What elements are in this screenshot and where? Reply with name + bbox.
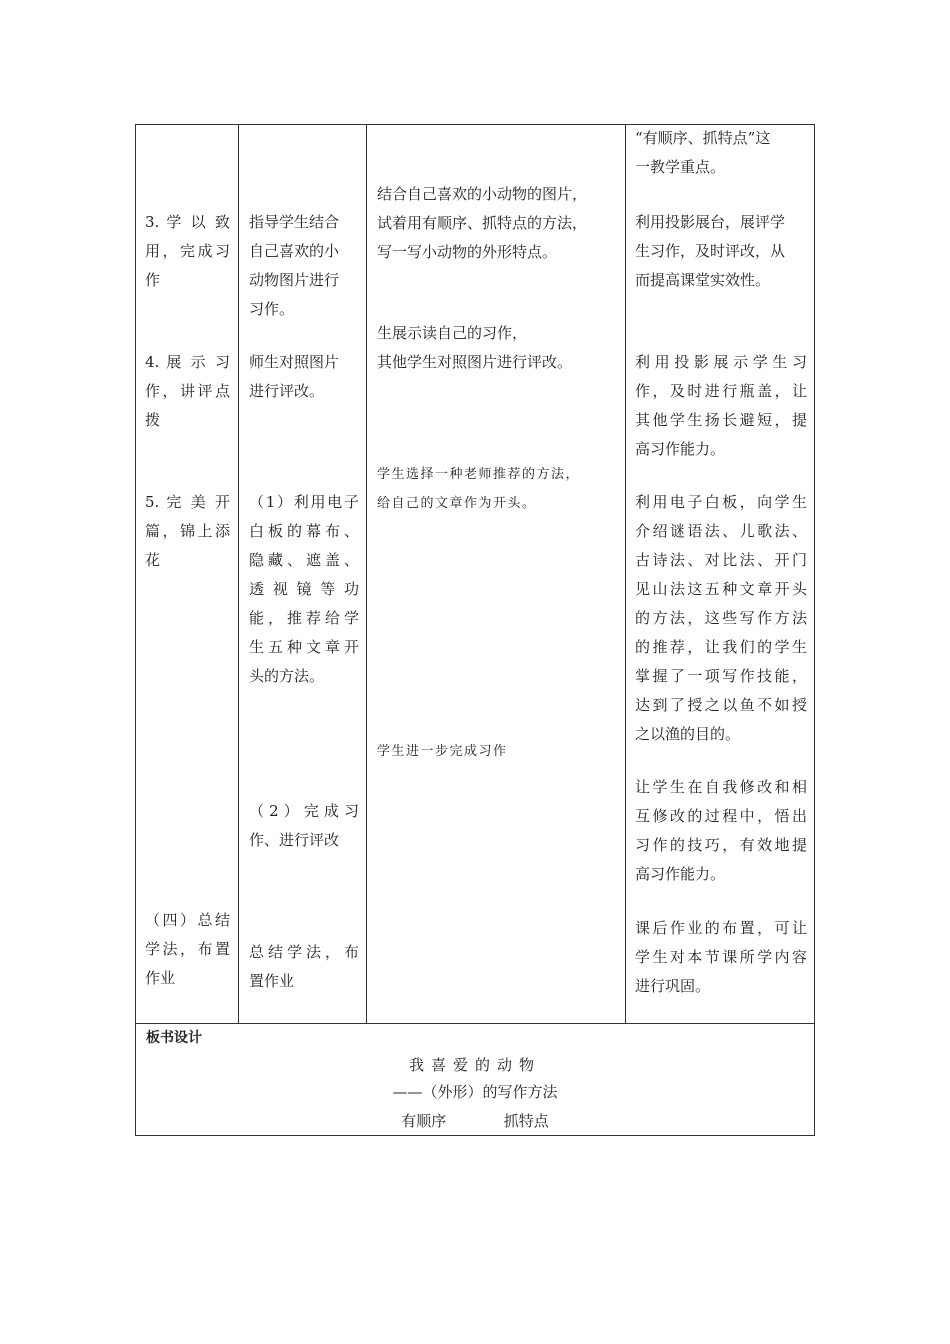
text-line: 生展示读自己的习作，: [377, 324, 528, 342]
text-line: 能，推荐给学: [249, 609, 359, 627]
text-line: 作: [145, 271, 161, 289]
text-line: 利用投影展台，展评学: [635, 213, 786, 231]
text-line: 自己喜欢的小: [249, 242, 340, 260]
text-line: 动物图片进行: [249, 271, 340, 289]
text-line: 置作业: [249, 972, 295, 990]
teacher-activity-cell: [249, 208, 359, 324]
design-intent-cell: [635, 124, 807, 182]
text-line: 掌握了一项写作技能，: [635, 667, 807, 685]
text-line: 古诗法、对比法、开门: [635, 551, 807, 569]
text-line: 拨: [145, 411, 161, 429]
text-line: 作、进行评改: [249, 831, 340, 849]
text-line: 作业: [145, 969, 176, 987]
board-design-label: 板书设计: [146, 1030, 202, 1046]
design-intent-cell: [635, 488, 807, 749]
text-line: 透 视 镜 等 功: [249, 580, 359, 598]
teacher-activity-cell: [249, 797, 359, 855]
student-activity-cell: [377, 319, 617, 377]
text-line: 的推荐，让我们的学生: [635, 638, 807, 656]
column-divider: [366, 124, 367, 1024]
text-line: 一教学重点。: [635, 158, 726, 176]
stage-cell: [145, 906, 230, 993]
text-line: （四）总结: [145, 911, 230, 929]
text-line: 作，讲评点: [145, 382, 230, 400]
text-line: 篇，锦上添: [145, 522, 230, 540]
text-line: 结合自己喜欢的小动物的图片，: [377, 185, 588, 203]
text-line: 进行评改。: [249, 382, 325, 400]
text-line: （2）完成习: [249, 802, 359, 820]
design-intent-cell: [635, 773, 807, 889]
text-line: 学法，布置: [145, 940, 230, 958]
design-intent-cell: [635, 914, 807, 1001]
text-line: 隐藏、遮盖、: [249, 551, 359, 569]
text-line: 4. 展 示 习: [145, 353, 230, 371]
design-intent-cell: [635, 208, 807, 295]
text-line: 达到了授之以鱼不如授: [635, 696, 807, 714]
student-activity-cell: [377, 460, 617, 518]
teacher-activity-cell: [249, 488, 359, 691]
teacher-activity-cell: [249, 938, 359, 996]
text-line: 高习作能力。: [635, 865, 726, 883]
board-keyword: 有顺序: [401, 1112, 447, 1130]
text-line: 写一写小动物的外形特点。: [377, 243, 558, 261]
text-line: 让学生在自我修改和相: [635, 778, 807, 796]
text-line: 的方法，这些写作方法: [635, 609, 807, 627]
text-line: 5. 完 美 开: [145, 493, 230, 511]
student-activity-cell: [377, 180, 617, 267]
text-line: 介绍谜语法、儿歌法、: [635, 522, 807, 540]
text-line: 利用电子白板，向学生: [635, 493, 807, 511]
board-keywords: [135, 1111, 815, 1131]
stage-cell: [145, 348, 230, 435]
text-line: （1）利用电子: [249, 493, 359, 511]
text-line: 作，及时进行瓶盖，让: [635, 382, 807, 400]
text-line: 试着用有顺序、抓特点的方法，: [377, 214, 588, 232]
text-line: 白板的幕布、: [249, 522, 359, 540]
text-line: 总结学法，布: [249, 943, 359, 961]
text-line: 高习作能力。: [635, 440, 726, 458]
stage-cell: [145, 488, 230, 575]
column-divider: [625, 124, 626, 1024]
text-line: 生五种文章开: [249, 638, 359, 656]
text-line: 学生选择一种老师推荐的方法，: [377, 467, 581, 482]
text-line: 3. 学 以 致: [145, 213, 230, 231]
text-line: 习作。: [249, 300, 295, 318]
board-keyword: 抓特点: [503, 1112, 549, 1130]
text-line: 课后作业的布置，可让: [635, 919, 807, 937]
text-line: 指导学生结合: [249, 213, 340, 231]
text-line: 进行巩固。: [635, 977, 711, 995]
text-line: 学生进一步完成习作: [377, 744, 508, 759]
text-line: 花: [145, 551, 161, 569]
text-line: 而提高课堂实效性。: [635, 271, 771, 289]
student-activity-cell: [377, 737, 617, 766]
text-line: “有顺序、抓特点”这: [635, 129, 771, 147]
text-line: 其他学生对照图片进行评改。: [377, 353, 573, 371]
text-line: 利用投影展示学生习: [635, 353, 807, 371]
row-divider: [135, 1023, 815, 1024]
design-intent-cell: [635, 348, 807, 464]
text-line: 习作的技巧，有效地提: [635, 836, 807, 854]
stage-cell: [145, 208, 230, 295]
text-line: 头的方法。: [249, 667, 325, 685]
text-line: 师生对照图片: [249, 353, 340, 371]
text-line: 给自己的文章作为开头。: [377, 496, 537, 511]
text-line: 生习作，及时评改，从: [635, 242, 786, 260]
teacher-activity-cell: [249, 348, 359, 406]
text-line: 学生对本节课所学内容: [635, 948, 807, 966]
text-line: 之以渔的目的。: [635, 725, 741, 743]
text-line: 互修改的过程中，悟出: [635, 807, 807, 825]
text-line: 其他学生扬长避短，提: [635, 411, 807, 429]
text-line: 用，完成习: [145, 242, 230, 260]
column-divider: [238, 124, 239, 1024]
text-line: 见山法这五种文章开头: [635, 580, 807, 598]
board-subtitle: ——（外形）的写作方法: [392, 1083, 558, 1101]
board-title: 我喜爱的动物: [408, 1056, 541, 1074]
